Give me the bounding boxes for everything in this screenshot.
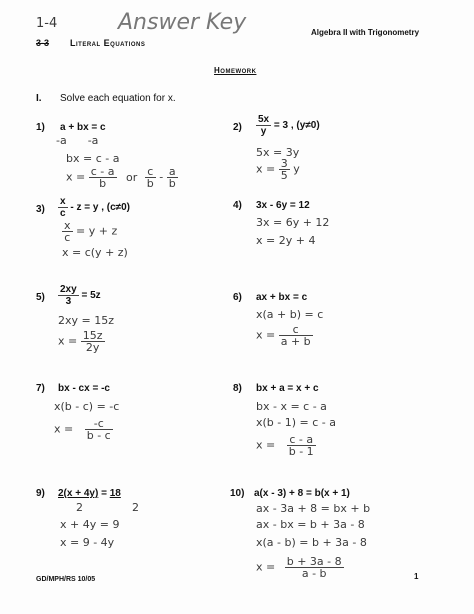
course-name: Algebra II with Trigonometry (311, 28, 420, 37)
problem-1-work-1: -a -a (56, 134, 99, 147)
problem-9-equation: 2(x + 4y) = 18 (58, 488, 121, 499)
handwritten-number: 1-4 (36, 16, 58, 31)
problem-5-equation: $\frac{2xy}{3}$ = 5z (60, 284, 101, 307)
problem-6-work-1: x(a + b) = c (256, 308, 324, 321)
problem-4-work-1: 3x = 6y + 12 (256, 216, 330, 229)
problem-2-number: 2) (233, 122, 242, 133)
handwritten-title: Answer Key (118, 10, 247, 35)
problem-3-answer: x = c(y + z) (62, 246, 128, 259)
problem-8-answer: x = $\frac{c - a}{b - 1}$ (256, 433, 314, 458)
page-number: 1 (414, 572, 419, 581)
problem-3-equation: $\frac{x}{c}$ - z = y , (c≠0) (60, 196, 131, 219)
problem-10-number: 10) (230, 488, 245, 499)
problem-2-equation: $\frac{5x}{y}$ = 3 , (y≠0) (258, 114, 320, 137)
problem-2-work-1: 5x = 3y (256, 146, 300, 159)
problem-8-work-2: x(b - 1) = c - a (256, 416, 336, 429)
problem-8-work-1: bx - x = c - a (256, 400, 327, 413)
problem-5-number: 5) (36, 292, 45, 303)
problem-10-work-2: ax - bx = b + 3a - 8 (256, 518, 365, 531)
problem-4-work-2: x = 2y + 4 (256, 234, 316, 247)
problem-9-denominators: 2 (76, 501, 83, 514)
section-number: 3-3 (36, 38, 50, 48)
problem-1-equation: a + bx = c (60, 122, 106, 133)
footer-code: GD/MPH/RS 10/05 (36, 576, 96, 583)
problem-4-number: 4) (233, 200, 242, 211)
problem-7-answer: x = $\frac{-c}{b - c}$ (54, 417, 111, 442)
problem-3-work-1: $\frac{x}{c}$ = y + z (64, 219, 118, 244)
problem-10-equation: a(x - 3) + 8 = b(x + 1) (254, 488, 350, 499)
problem-10-work-1: ax - 3a + 8 = bx + b (256, 502, 371, 515)
problem-6-equation: ax + bx = c (256, 292, 308, 303)
problem-9-work-2: x = 9 - 4y (60, 536, 115, 549)
homework-title: Homework (214, 66, 257, 75)
problem-9-denominators-right: 2 (132, 501, 139, 514)
problem-5-answer: x = $\frac{15z}{2y}$ (58, 329, 103, 354)
problem-1-number: 1) (36, 122, 45, 133)
problem-10-work-3: x(a - b) = b + 3a - 8 (256, 536, 367, 549)
problem-7-number: 7) (36, 383, 45, 394)
problem-3-number: 3) (36, 204, 45, 215)
problem-4-equation: 3x - 6y = 12 (256, 200, 310, 211)
problem-1-work-2: bx = c - a (66, 152, 120, 165)
problem-2-answer: x = $\frac{3}{5}$ y (256, 157, 300, 182)
problem-6-answer: x = $\frac{c}{a + b}$ (256, 323, 311, 348)
section-title: Literal Equations (70, 38, 146, 48)
problem-7-equation: bx - cx = -c (58, 383, 110, 394)
problem-1-answer: x = $\frac{c - a}{b}$ or $\frac{c}{b}$ - $\frac{a}{b}$ (66, 165, 176, 190)
problem-10-answer: x = $\frac{b + 3a - 8}{a - b}$ (256, 555, 342, 580)
problem-5-work-1: 2xy = 15z (58, 314, 114, 327)
problem-8-equation: bx + a = x + c (256, 383, 319, 394)
problem-7-work-1: x(b - c) = -c (54, 400, 120, 413)
problem-8-number: 8) (233, 383, 242, 394)
problem-9-number: 9) (36, 488, 45, 499)
problem-6-number: 6) (233, 292, 242, 303)
problem-9-work-1: x + 4y = 9 (60, 518, 120, 531)
instruction-text: Solve each equation for x. (60, 93, 176, 104)
instruction-roman: I. (36, 93, 42, 104)
